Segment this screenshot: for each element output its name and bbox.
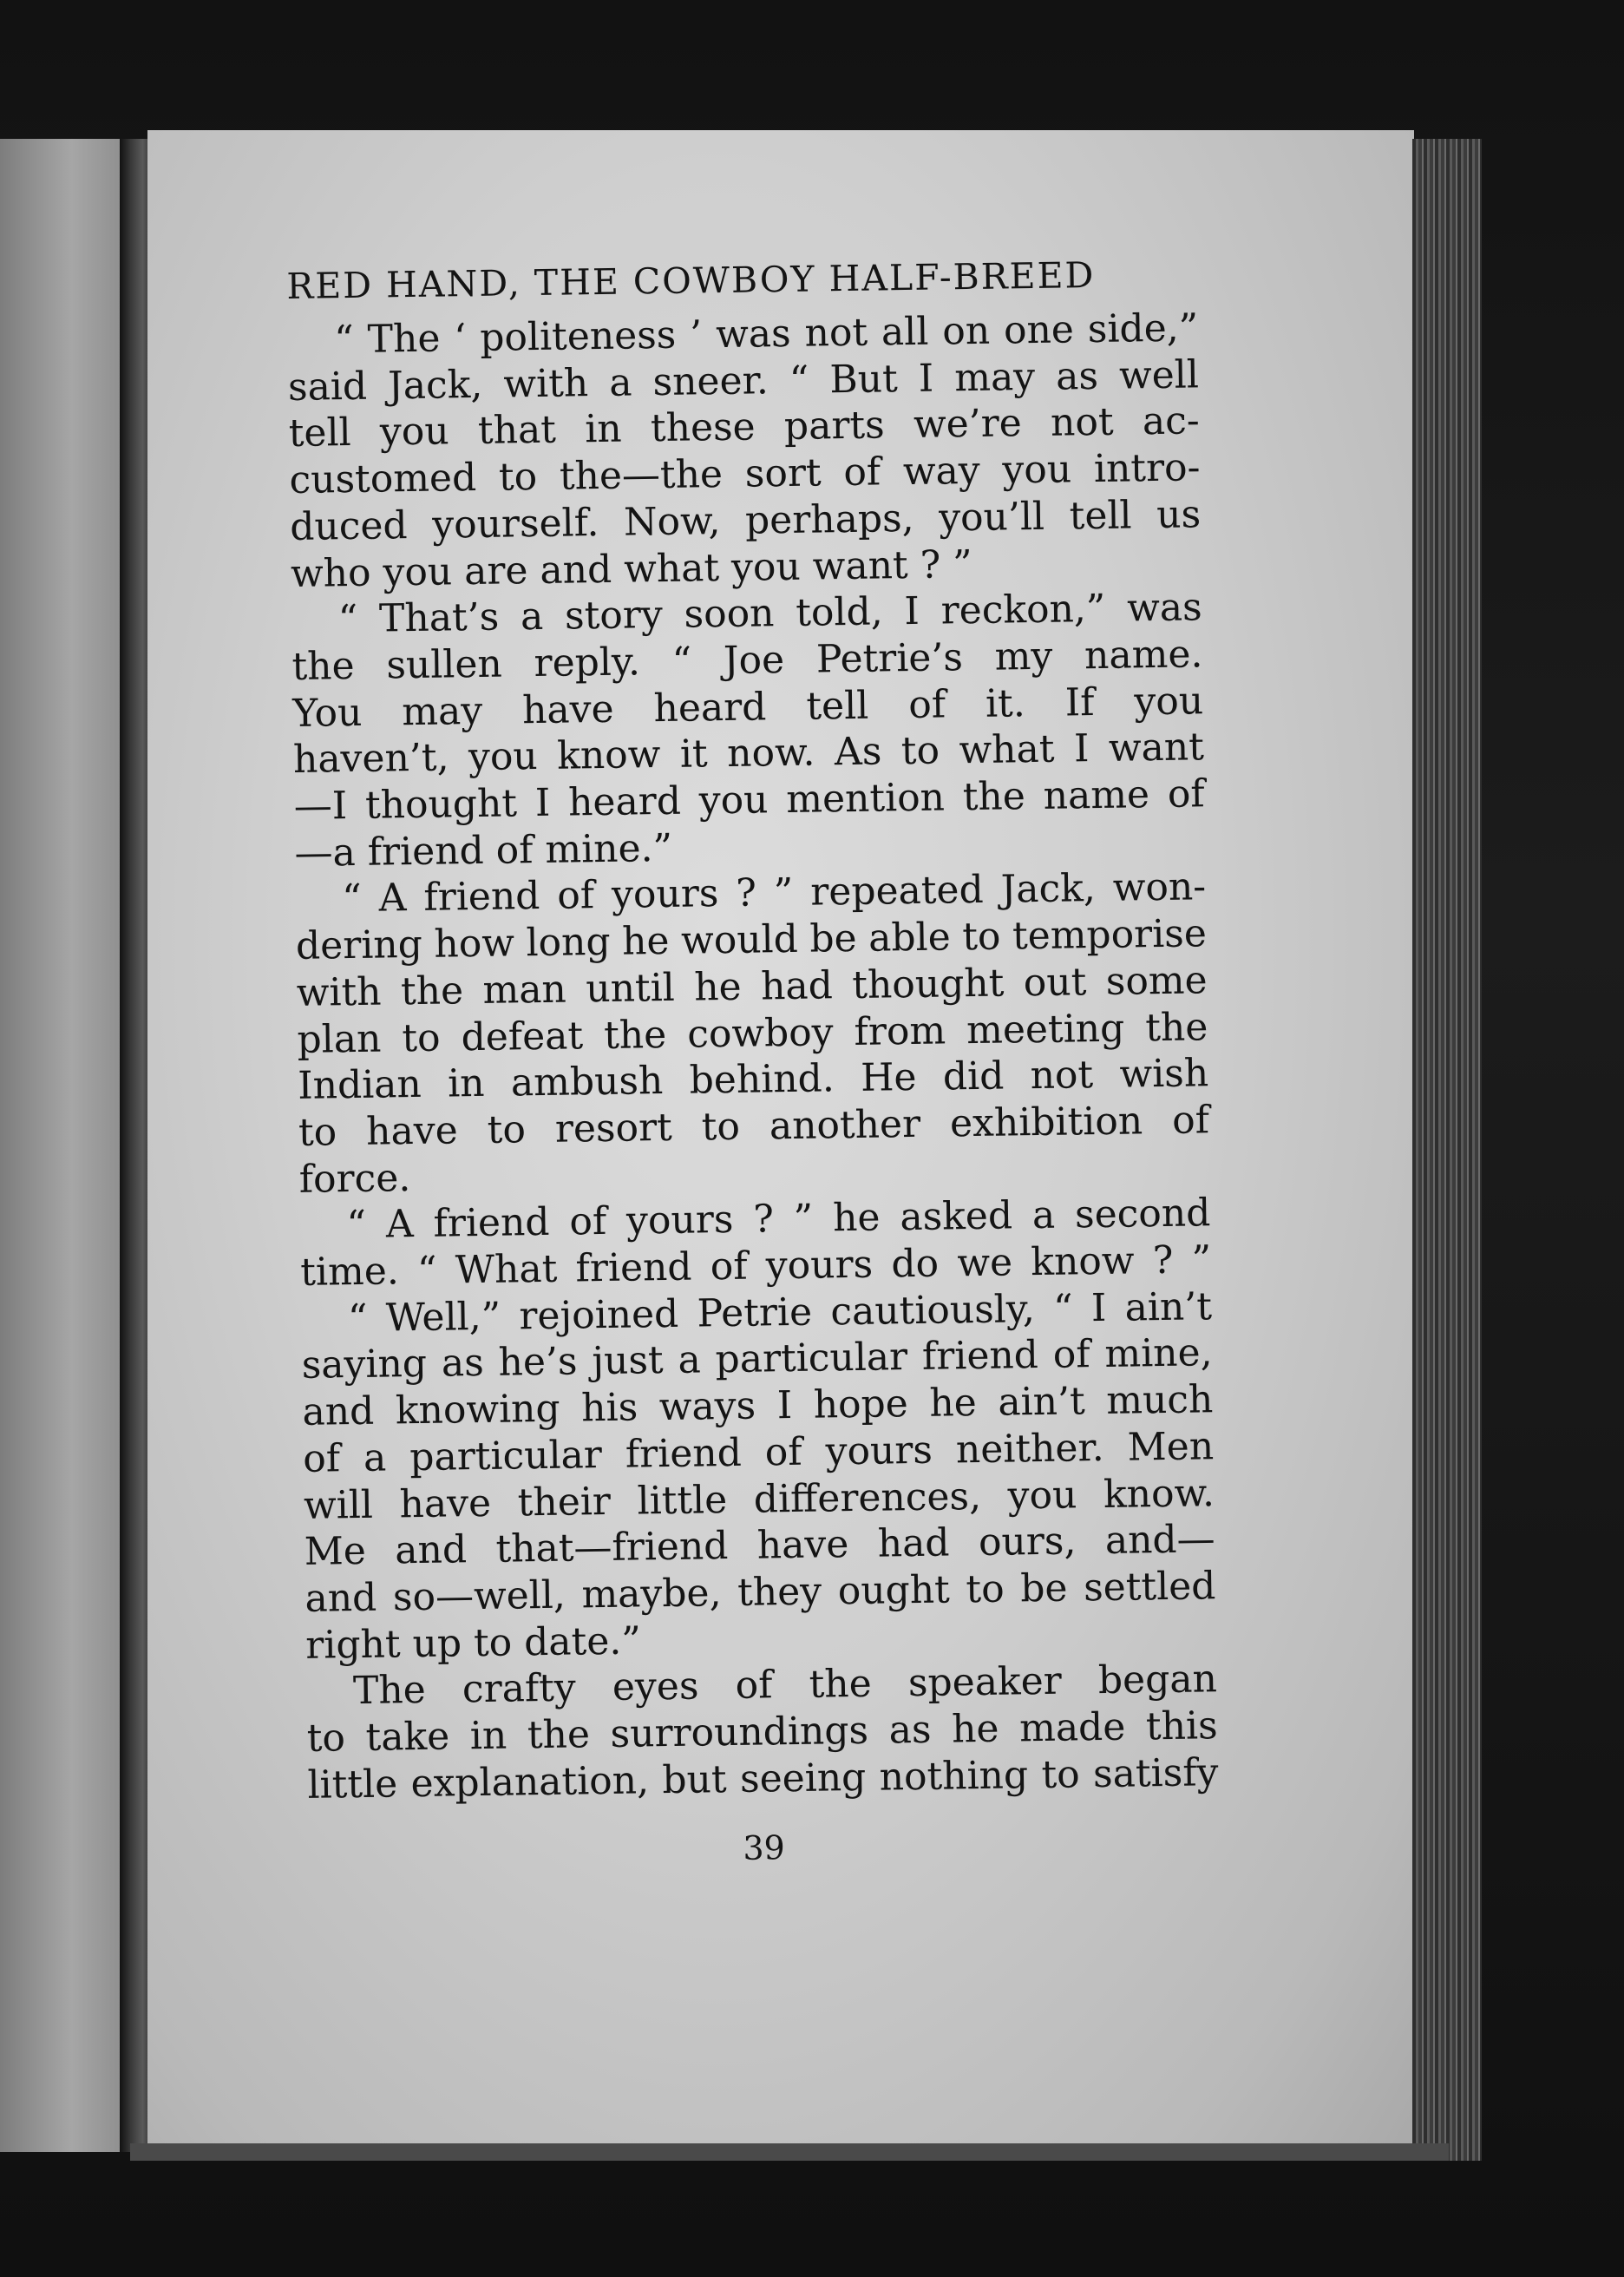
body-text xyxy=(287,305,1219,1808)
text-line: will have their little differences, you know. xyxy=(303,1470,1215,1528)
text-line: force. xyxy=(298,1155,411,1202)
text-line: —a friend of mine.” xyxy=(294,825,673,876)
text-line: duced yourself. Now, perhaps, you’ll tell us xyxy=(289,492,1202,549)
text-line: Me and that—friend have had ours, and— xyxy=(304,1517,1215,1575)
text-line: “ The ‘ politeness ’ was not all on one side,” xyxy=(333,305,1199,363)
text-line: to take in the surroundings as he made this xyxy=(306,1703,1218,1761)
text-line: Indian in ambush behind. He did not wish xyxy=(297,1051,1209,1109)
text-line: dering how long he would be able to temporise xyxy=(295,911,1208,969)
text-line: right up to date.” xyxy=(304,1618,642,1668)
facing-page-edge xyxy=(0,139,130,2152)
text-line: The crafty eyes of the speaker began xyxy=(352,1657,1218,1714)
text-line: to have to resort to another exhibition of xyxy=(298,1098,1210,1155)
text-line: You may have heard tell of it. If you xyxy=(291,678,1204,736)
text-line: “ A friend of yours ? ” repeated Jack, won- xyxy=(341,864,1207,922)
page-number: 39 xyxy=(743,1828,786,1867)
page-stack-edge xyxy=(1412,139,1482,2161)
text-line: customed to the—the sort of way you intro- xyxy=(289,445,1201,503)
text-line: time. “ What friend of yours do we know ? ” xyxy=(299,1237,1212,1295)
text-line: tell you that in these parts we’re not ac- xyxy=(288,398,1201,456)
text-line: little explanation, but seeing nothing to satisfy xyxy=(307,1749,1219,1808)
text-line: and knowing his ways I hope he ain’t much xyxy=(302,1377,1214,1435)
text-line: —I thought I heard you mention the name of xyxy=(293,771,1205,829)
text-line: haven’t, you know it now. As to what I want xyxy=(292,725,1205,783)
text-line: “ Well,” rejoined Petrie cautiously, “ I ain’t xyxy=(347,1283,1213,1341)
text-line: plan to defeat the cowboy from meeting the xyxy=(297,1004,1208,1062)
text-line: with the man until he had thought out some xyxy=(296,958,1208,1015)
page-bottom-edge xyxy=(130,2143,1449,2161)
text-line: said Jack, with a sneer. “ But I may as well xyxy=(287,352,1200,410)
text-line: and so—well, maybe, they ought to be settled xyxy=(304,1564,1216,1621)
text-line: “ That’s a story soon told, I reckon,” was xyxy=(337,585,1202,642)
page-text-block xyxy=(286,247,1220,1873)
text-line: who you are and what you want ? ” xyxy=(290,541,973,596)
text-line: the sullen reply. “ Joe Petrie’s my name. xyxy=(291,632,1203,689)
text-line: of a particular friend of yours neither. Men xyxy=(302,1424,1215,1481)
text-line: saying as he’s just a particular friend of mine, xyxy=(301,1330,1213,1388)
text-line: “ A friend of yours ? ” he asked a second xyxy=(346,1191,1211,1248)
running-head: RED HAND, THE COWBOY HALF-BREED xyxy=(286,253,1096,307)
